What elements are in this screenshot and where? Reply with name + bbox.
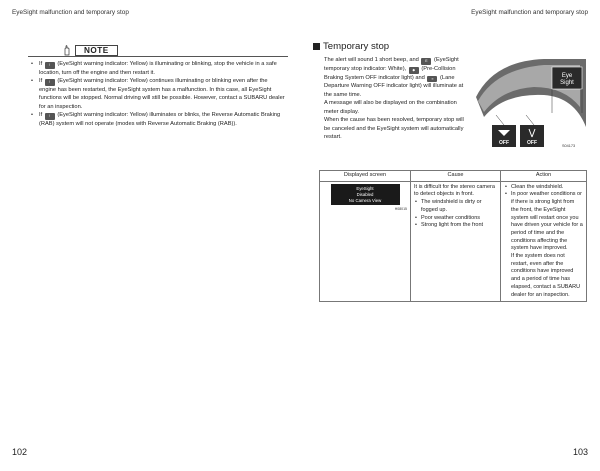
figure-code: S04173 (562, 144, 576, 148)
paragraph: A message will also be displayed on the combination meter display. (324, 100, 457, 115)
note-item: • If ! (EyeSight warning indicator: Yellow) is illuminating or blinking, stop the vehicle in a safe location, turn off the engine and then restart it. (31, 61, 277, 76)
off-label: OFF (527, 140, 537, 146)
eyesight-warning-icon: ! (45, 62, 55, 69)
note-list (28, 60, 286, 128)
dashboard-indicator-figure (474, 57, 586, 153)
meter-display-screen: EyeSight Disabled No Camera View (331, 184, 400, 205)
action-cell (501, 181, 587, 302)
page-header-left: EyeSight malfunction and temporary stop (12, 9, 129, 16)
off-label: OFF (499, 140, 509, 146)
paragraph: The alert will sound 1 short beep, and E (EyeSight temporary stop indicator: White), ◆ (Pre-Collision Braking System OFF indicator light) and ≡ (Lane Departure Warning OFF indicator light) will illuminate at the same time. (324, 57, 464, 98)
note-heading (61, 44, 141, 56)
cause-action-table (319, 170, 587, 302)
temporary-stop-text (324, 56, 466, 142)
section-title: Temporary stop (313, 41, 389, 52)
note-title: NOTE (75, 45, 118, 56)
lane-departure-warning-off-icon: ≡ (427, 76, 437, 83)
pre-collision-braking-off-icon: ◆ (409, 67, 419, 74)
list-item: • Poor weather conditions (415, 214, 481, 221)
eyesight-indicator-icon: E (421, 58, 431, 65)
table-header-row (320, 171, 587, 182)
list-item: If the system does not restart, even after the conditions have improved and a period of time has elapsed, contact a SUBARU dealer for an inspection. (511, 253, 581, 298)
note-item: • If ! (EyeSight warning indicator: Yellow) continues illuminating or blinking even after the engine has been restarted, the EyeSight system has a malfunction. In this case, all EyeSight functions will be stopped. Normal driving will still be possible. However, contact a SUBARU dealer for an inspection. (31, 78, 285, 110)
table-row (320, 181, 587, 302)
note-hand-icon (61, 45, 71, 56)
column-header: Displayed screen (320, 171, 411, 182)
list-item: • The windshield is dirty or fogged up. (415, 199, 482, 213)
note-item: • If ! (EyeSight warning indicator: Yellow) illuminates or blinks, the Reverse Automatic Braking (RAB) system will not operate (modes with Reverse Automatic Braking (RAB)). (31, 112, 281, 128)
page-number-left: 102 (12, 447, 28, 457)
eyesight-warning-icon: ! (45, 79, 55, 86)
page-number-right: 103 (572, 447, 588, 457)
eyesight-warning-icon: ! (45, 113, 55, 120)
cause-cell: It is difficult for the stereo camera to detect objects in front. • The windshield is dirty or fogged up. • Poor weather conditions • Strong light from the front (411, 181, 501, 302)
screen-cell (320, 181, 411, 302)
column-header: Action (501, 171, 587, 182)
note-divider (28, 56, 288, 57)
section-square-icon (313, 43, 320, 50)
paragraph: When the cause has been resolved, temporary stop will be canceled and the EyeSight system will automatically restart. (324, 117, 464, 141)
column-header: Cause (411, 171, 501, 182)
list-item: • Clean the windshield. (505, 183, 564, 190)
eyesight-label: Eye (561, 73, 573, 79)
list-item: • In poor weather conditions or if there is strong light from the front, the EyeSight system will restart once you have driven your vehicle for a period of time and the conditions affecting the system have improved. (505, 191, 583, 252)
screen-code: H08015 (394, 206, 407, 211)
eyesight-label: Sight (560, 80, 574, 86)
page-header-right: EyeSight malfunction and temporary stop (471, 9, 588, 16)
list-item: • Strong light from the front (415, 222, 484, 229)
